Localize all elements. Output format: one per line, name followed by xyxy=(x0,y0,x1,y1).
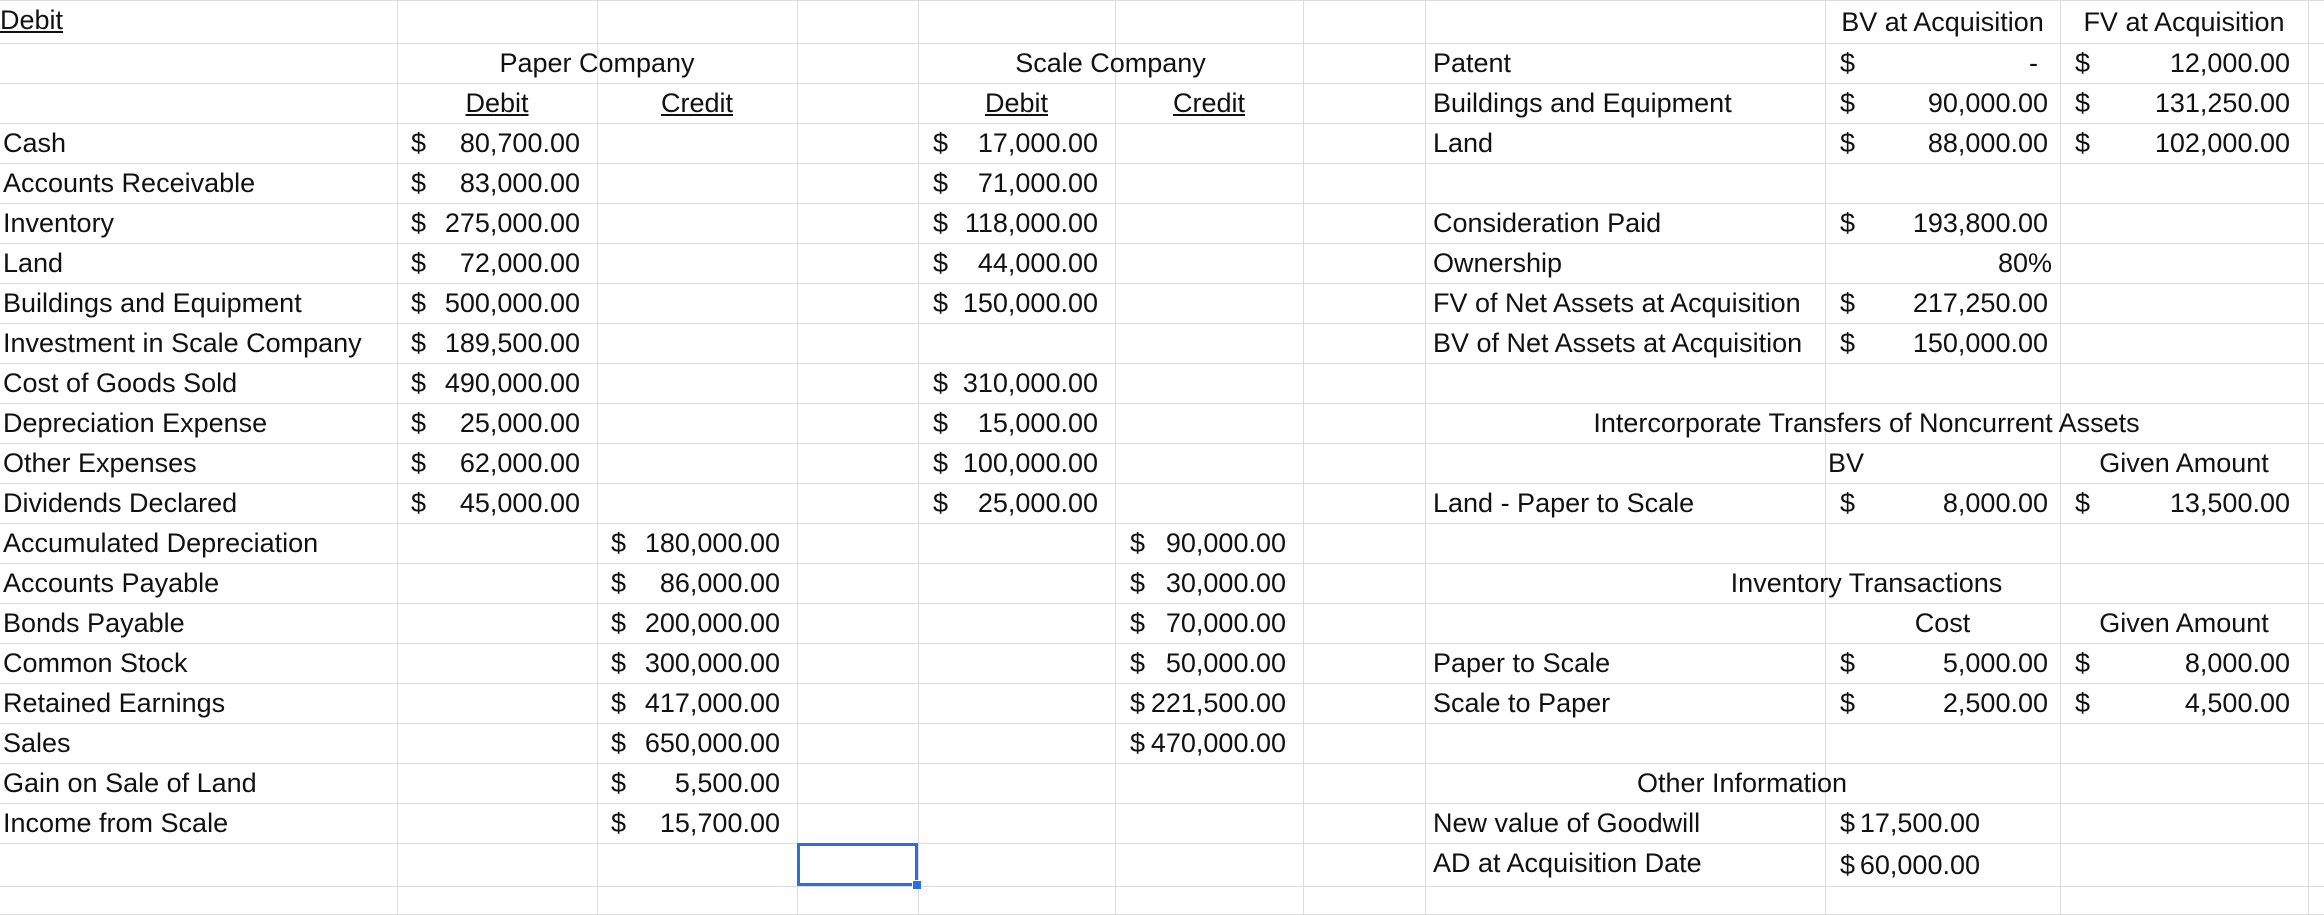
scale-company-header[interactable]: Scale Company xyxy=(1015,48,1206,78)
paper-company-header[interactable]: Paper Company xyxy=(499,48,695,78)
amount-value: 200,000.00 xyxy=(644,608,780,638)
currency-symbol: $ xyxy=(411,488,427,518)
currency-symbol: $ xyxy=(611,568,627,598)
scale-debit-cell[interactable] xyxy=(918,163,1115,203)
ownership-label[interactable]: Ownership xyxy=(1433,248,1563,278)
currency-symbol: $ xyxy=(611,608,627,638)
amount-value: 15,700.00 xyxy=(659,808,780,838)
column-gridline xyxy=(1115,0,1116,914)
paper-credit-cell[interactable] xyxy=(597,683,797,723)
currency-symbol: $ xyxy=(1130,728,1146,758)
scale-debit-cell[interactable] xyxy=(918,123,1115,163)
account-label[interactable]: Bonds Payable xyxy=(3,608,185,638)
currency-symbol: $ xyxy=(1840,808,1856,838)
currency-symbol: $ xyxy=(2075,128,2091,158)
paper-credit-cell[interactable] xyxy=(597,763,797,803)
paper-debit-cell[interactable] xyxy=(397,323,597,363)
scale-credit-cell[interactable] xyxy=(1115,643,1303,683)
scale-credit-cell[interactable] xyxy=(1115,723,1303,763)
scale-to-paper-cost[interactable] xyxy=(1825,683,2060,723)
fv-net-assets-value[interactable] xyxy=(1825,283,2060,323)
amount-value: 50,000.00 xyxy=(1165,648,1286,678)
amount-value: 150,000.00 xyxy=(1912,328,2048,358)
column-gridline xyxy=(797,0,798,914)
amount-value: 86,000.00 xyxy=(659,568,780,598)
amount-value: 17,000.00 xyxy=(977,128,1098,158)
goodwill-label[interactable]: New value of Goodwill xyxy=(1433,808,1701,838)
amount-value: 71,000.00 xyxy=(977,168,1098,198)
land-label[interactable]: Land xyxy=(1433,128,1494,158)
amount-value: 8,000.00 xyxy=(1942,488,2048,518)
cost-column-header[interactable]: Cost xyxy=(1914,608,1971,638)
scale-debit-cell[interactable] xyxy=(918,283,1115,323)
currency-symbol: $ xyxy=(411,288,427,318)
account-label[interactable]: Cost of Goods Sold xyxy=(3,368,238,398)
scale-debit-cell[interactable] xyxy=(918,363,1115,403)
currency-symbol: $ xyxy=(1840,88,1856,118)
fv-net-assets-label[interactable]: FV of Net Assets at Acquisition xyxy=(1433,288,1801,318)
amount-value: 44,000.00 xyxy=(977,248,1098,278)
amount-value: 102,000.00 xyxy=(2154,128,2290,158)
currency-symbol: $ xyxy=(1840,208,1856,238)
account-label[interactable]: Sales xyxy=(3,728,71,758)
amount-value: 25,000.00 xyxy=(459,408,580,438)
amount-value: 470,000.00 xyxy=(1150,728,1286,758)
amount-value: 4,500.00 xyxy=(2184,688,2290,718)
scale-credit-cell[interactable] xyxy=(1115,683,1303,723)
currency-symbol: $ xyxy=(2075,88,2091,118)
account-label[interactable]: Buildings and Equipment xyxy=(3,288,302,318)
currency-symbol: $ xyxy=(2075,48,2091,78)
amount-value: 45,000.00 xyxy=(459,488,580,518)
land-transfer-label[interactable]: Land - Paper to Scale xyxy=(1433,488,1695,518)
currency-symbol: $ xyxy=(933,168,949,198)
currency-symbol: $ xyxy=(933,128,949,158)
currency-symbol: $ xyxy=(2075,488,2091,518)
paper-debit-cell[interactable] xyxy=(397,443,597,483)
paper-credit-cell[interactable] xyxy=(597,523,797,563)
bv-column-header[interactable]: BV xyxy=(1828,448,1865,478)
amount-value: 62,000.00 xyxy=(459,448,580,478)
paper-debit-header[interactable]: Debit xyxy=(0,5,64,35)
currency-symbol: $ xyxy=(933,248,949,278)
amount-value: 17,500.00 xyxy=(1859,808,1980,838)
account-label[interactable]: Inventory xyxy=(3,208,115,238)
given-amount-header[interactable]: Given Amount xyxy=(2099,448,2269,478)
amount-value: 15,000.00 xyxy=(977,408,1098,438)
currency-symbol: $ xyxy=(411,408,427,438)
amount-value: 275,000.00 xyxy=(444,208,580,238)
scale-to-paper-given[interactable] xyxy=(2060,683,2308,723)
currency-symbol: $ xyxy=(611,728,627,758)
amount-value: 118,000.00 xyxy=(964,208,1098,238)
patent-fv-cell[interactable] xyxy=(2060,43,2308,83)
land-bv-cell[interactable] xyxy=(1825,123,2060,163)
currency-symbol: $ xyxy=(1130,528,1146,558)
currency-symbol: $ xyxy=(1840,288,1856,318)
currency-symbol: $ xyxy=(611,688,627,718)
row-gridline xyxy=(0,843,2324,844)
column-gridline xyxy=(1303,0,1304,914)
paper-debit-cell[interactable] xyxy=(397,243,597,283)
paper-to-scale-label[interactable]: Paper to Scale xyxy=(1433,648,1611,678)
amount-value: 88,000.00 xyxy=(1927,128,2048,158)
currency-symbol: $ xyxy=(1130,648,1146,678)
amount-value: 193,800.00 xyxy=(1912,208,2048,238)
currency-symbol: $ xyxy=(933,288,949,318)
currency-symbol: $ xyxy=(1840,850,1856,880)
buildings-bv-cell[interactable] xyxy=(1825,83,2060,123)
currency-symbol: $ xyxy=(1840,128,1856,158)
currency-symbol: $ xyxy=(1130,568,1146,598)
row-gridline xyxy=(0,886,2324,887)
paper-debit-cell[interactable] xyxy=(397,403,597,443)
intercorporate-transfers-title[interactable]: Intercorporate Transfers of Noncurrent Assets xyxy=(1593,408,2140,438)
currency-symbol: $ xyxy=(411,208,427,238)
scale-debit-cell[interactable] xyxy=(918,443,1115,483)
bv-net-assets-label[interactable]: BV of Net Assets at Acquisition xyxy=(1433,328,1803,358)
currency-symbol: $ xyxy=(1840,648,1856,678)
amount-value: 30,000.00 xyxy=(1165,568,1286,598)
amount-value: 310,000.00 xyxy=(962,368,1098,398)
currency-symbol: $ xyxy=(411,448,427,478)
amount-value: 5,500.00 xyxy=(674,768,780,798)
paper-credit-cell[interactable] xyxy=(597,563,797,603)
paper-debit-cell[interactable] xyxy=(397,163,597,203)
currency-symbol: $ xyxy=(1130,688,1146,718)
amount-value: 60,000.00 xyxy=(1859,850,1980,880)
account-label[interactable]: Retained Earnings xyxy=(3,688,226,718)
amount-value: 500,000.00 xyxy=(444,288,580,318)
amount-value: 90,000.00 xyxy=(1927,88,2048,118)
paper-debit-cell[interactable] xyxy=(397,203,597,243)
fill-handle[interactable] xyxy=(912,880,922,890)
currency-symbol: $ xyxy=(933,448,949,478)
amount-value: 417,000.00 xyxy=(644,688,780,718)
consideration-paid-label[interactable]: Consideration Paid xyxy=(1433,208,1662,238)
currency-symbol: $ xyxy=(411,368,427,398)
inventory-transactions-title[interactable]: Inventory Transactions xyxy=(1730,568,2003,598)
currency-symbol: $ xyxy=(611,528,627,558)
currency-symbol: $ xyxy=(1840,488,1856,518)
scale-credit-cell[interactable] xyxy=(1115,603,1303,643)
paper-credit-cell[interactable] xyxy=(597,603,797,643)
paper-to-scale-cost[interactable] xyxy=(1825,643,2060,683)
amount-value: 180,000.00 xyxy=(644,528,780,558)
paper-credit-cell[interactable] xyxy=(597,643,797,683)
amount-value: 217,250.00 xyxy=(1912,288,2048,318)
account-label[interactable]: Accumulated Depreciation xyxy=(3,528,319,558)
paper-debit-cell[interactable] xyxy=(397,123,597,163)
account-label[interactable]: Accounts Receivable xyxy=(3,168,256,198)
currency-symbol: $ xyxy=(2075,648,2091,678)
paper-credit-header[interactable]: Credit xyxy=(660,88,734,118)
account-label[interactable]: Gain on Sale of Land xyxy=(3,768,257,798)
account-label[interactable]: Cash xyxy=(3,128,67,158)
currency-symbol: $ xyxy=(1840,688,1856,718)
amount-value: 90,000.00 xyxy=(1165,528,1286,558)
land-transfer-bv[interactable] xyxy=(1825,483,2060,523)
amount-value: 8,000.00 xyxy=(2184,648,2290,678)
column-gridline xyxy=(2308,0,2309,914)
amount-value: 221,500.00 xyxy=(1150,688,1286,718)
consideration-paid-value[interactable] xyxy=(1825,203,2060,243)
amount-value: 83,000.00 xyxy=(459,168,580,198)
scale-credit-header[interactable]: Credit xyxy=(1172,88,1246,118)
land-fv-cell[interactable] xyxy=(2060,123,2308,163)
currency-symbol: $ xyxy=(611,648,627,678)
amount-value: 72,000.00 xyxy=(459,248,580,278)
amount-value: 131,250.00 xyxy=(2154,88,2290,118)
amount-value: 300,000.00 xyxy=(644,648,780,678)
paper-debit-cell[interactable] xyxy=(397,363,597,403)
account-label[interactable]: Investment in Scale Company xyxy=(3,328,362,358)
other-information-title[interactable]: Other Information xyxy=(1636,768,1848,798)
paper-debit-header[interactable]: Debit xyxy=(465,88,529,118)
account-label[interactable]: Depreciation Expense xyxy=(3,408,268,438)
scale-credit-cell[interactable] xyxy=(1115,523,1303,563)
amount-value: 80,700.00 xyxy=(459,128,580,158)
amount-value: 12,000.00 xyxy=(2169,48,2290,78)
amount-value: 2,500.00 xyxy=(1942,688,2048,718)
amount-value: - xyxy=(2029,48,2038,78)
scale-to-paper-label[interactable]: Scale to Paper xyxy=(1433,688,1611,718)
currency-symbol: $ xyxy=(1840,48,1856,78)
patent-label[interactable]: Patent xyxy=(1433,48,1512,78)
land-transfer-given[interactable] xyxy=(2060,483,2308,523)
scale-credit-cell[interactable] xyxy=(1115,563,1303,603)
paper-credit-cell[interactable] xyxy=(597,803,797,843)
currency-symbol: $ xyxy=(1840,328,1856,358)
amount-value: 5,000.00 xyxy=(1942,648,2048,678)
currency-symbol: $ xyxy=(933,368,949,398)
account-label[interactable]: Accounts Payable xyxy=(3,568,220,598)
currency-symbol: $ xyxy=(411,128,427,158)
bv-net-assets-value[interactable] xyxy=(1825,323,2060,363)
currency-symbol: $ xyxy=(933,488,949,518)
bv-at-acquisition-header[interactable]: BV at Acquisition xyxy=(1841,7,2044,37)
amount-value: 490,000.00 xyxy=(444,368,580,398)
paper-credit-cell[interactable] xyxy=(597,723,797,763)
currency-symbol: $ xyxy=(2075,688,2091,718)
currency-symbol: $ xyxy=(411,328,427,358)
selected-cell[interactable] xyxy=(797,843,918,886)
amount-value: 189,500.00 xyxy=(444,328,580,358)
buildings-equipment-label[interactable]: Buildings and Equipment xyxy=(1433,88,1732,118)
currency-symbol: $ xyxy=(933,408,949,438)
ownership-value[interactable]: 80% xyxy=(1997,248,2052,278)
ad-acquisition-value[interactable] xyxy=(1825,845,2060,885)
scale-debit-cell[interactable] xyxy=(918,243,1115,283)
paper-debit-cell[interactable] xyxy=(397,483,597,523)
buildings-fv-cell[interactable] xyxy=(2060,83,2308,123)
paper-to-scale-given[interactable] xyxy=(2060,643,2308,683)
amount-value: 650,000.00 xyxy=(644,728,780,758)
scale-debit-header[interactable]: Debit xyxy=(984,88,1049,118)
paper-debit-cell[interactable] xyxy=(397,283,597,323)
ad-acquisition-label[interactable]: AD at Acquisition Date xyxy=(1433,848,1702,878)
amount-value: 70,000.00 xyxy=(1165,608,1286,638)
row-gridline xyxy=(0,0,2324,1)
scale-debit-cell[interactable] xyxy=(918,203,1115,243)
currency-symbol: $ xyxy=(611,768,627,798)
currency-symbol: $ xyxy=(411,168,427,198)
fv-at-acquisition-header[interactable]: FV at Acquisition xyxy=(2083,7,2285,37)
scale-debit-cell[interactable] xyxy=(918,403,1115,443)
currency-symbol: $ xyxy=(411,248,427,278)
amount-value: 13,500.00 xyxy=(2169,488,2290,518)
account-label[interactable]: Land xyxy=(3,248,64,278)
account-label[interactable]: Dividends Declared xyxy=(3,488,238,518)
amount-value: 150,000.00 xyxy=(962,288,1098,318)
currency-symbol: $ xyxy=(611,808,627,838)
currency-symbol: $ xyxy=(1130,608,1146,638)
amount-value: 100,000.00 xyxy=(962,448,1098,478)
scale-debit-cell[interactable] xyxy=(918,483,1115,523)
amount-value: 25,000.00 xyxy=(977,488,1098,518)
given-amount-header-2[interactable]: Given Amount xyxy=(2099,608,2269,638)
account-label[interactable]: Common Stock xyxy=(3,648,188,678)
account-label[interactable]: Other Expenses xyxy=(3,448,197,478)
currency-symbol: $ xyxy=(933,208,949,238)
account-label[interactable]: Income from Scale xyxy=(3,808,229,838)
patent-bv-cell[interactable] xyxy=(1825,43,2060,83)
goodwill-value[interactable] xyxy=(1825,803,2060,843)
